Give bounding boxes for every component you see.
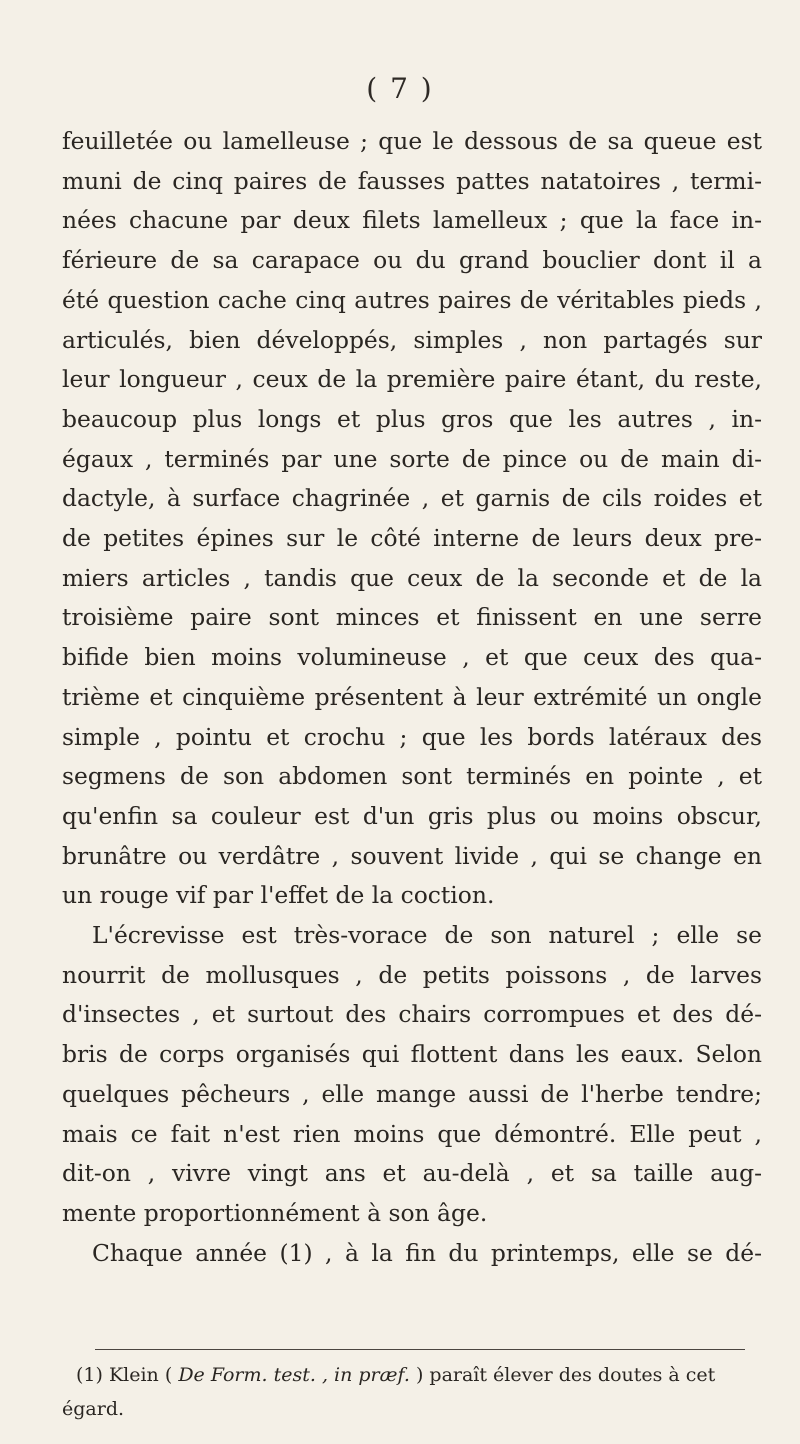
text-line: dit-on , vivre vingt ans et au-delà , et sa taille aug- — [62, 1159, 762, 1188]
text-line: bifide bien moins volumineuse , et que ceux des qua- — [62, 643, 762, 672]
text-line: trième et cinquième présentent à leur extrémité un ongle — [62, 682, 762, 711]
footnote-line — [62, 1358, 762, 1392]
text-line: été question cache cinq autres paires de véritables pieds , — [62, 285, 762, 314]
text-line: quelques pêcheurs , elle mange aussi de l'herbe tendre; — [62, 1079, 762, 1108]
text-line: bris de corps organisés qui flottent dans les eaux. Selon — [62, 1040, 762, 1069]
text-line: Chaque année (1) , à la fin du printemps, elle se dé- — [92, 1238, 762, 1267]
text-line: L'écrevisse est très-vorace de son naturel ; elle se — [92, 921, 762, 950]
text-line: dactyle, à surface chagrinée , et garnis de cils roides et — [62, 484, 762, 513]
footnote-citation-close: ) — [415, 1364, 424, 1386]
body-text — [62, 122, 762, 1273]
text-line: troisième paire sont minces et finissent en une serre — [62, 603, 762, 632]
text-line: mente proportionnément à son âge. — [62, 1198, 488, 1227]
text-line: de petites épines sur le côté interne de leurs deux pre- — [62, 524, 762, 553]
text-line: muni de cinq paires de fausses pattes natatoires , termi- — [62, 166, 762, 195]
text-line: leur longueur , ceux de la première paire étant, du reste, — [62, 365, 762, 394]
text-line: beaucoup plus longs et plus gros que les autres , in- — [62, 404, 762, 433]
text-line: miers articles , tandis que ceux de la seconde et de la — [62, 563, 762, 592]
page-number: ( 7 ) — [366, 72, 434, 105]
text-line: segmens de son abdomen sont terminés en pointe , et — [62, 762, 762, 791]
footnote-divider — [95, 1349, 745, 1350]
footnote-continuation: égard. — [62, 1398, 125, 1420]
text-line: un rouge vif par l'effet de la coction. — [62, 881, 495, 910]
footnote-citation-title: De Form. test. , in præf. — [178, 1364, 410, 1386]
text-line: nées chacune par deux filets lamelleux ; que la face in- — [62, 206, 762, 235]
text-line: feuilletée ou lamelleuse ; que le dessous de sa queue est — [62, 127, 762, 155]
footnote-marker: (1) — [76, 1364, 103, 1386]
text-line: égaux , terminés par une sorte de pince ou de main di- — [62, 444, 762, 473]
text-line: articulés, bien développés, simples , non partagés sur — [62, 325, 762, 354]
footnote — [62, 1358, 762, 1426]
text-line: brunâtre ou verdâtre , souvent livide , qui se change en — [62, 841, 762, 870]
text-line: simple , pointu et crochu ; que les bords latéraux des — [62, 722, 762, 751]
footnote-text: paraît élever des doutes à cet — [429, 1364, 716, 1386]
text-line: d'insectes , et surtout des chairs corrompues et des dé- — [62, 1000, 762, 1029]
text-line: mais ce fait n'est rien moins que démontré. Elle peut , — [62, 1119, 762, 1148]
text-line: férieure de sa carapace ou du grand bouclier dont il a — [62, 246, 762, 275]
text-line: qu'enfin sa couleur est d'un gris plus ou moins obscur, — [62, 801, 762, 830]
footnote-author: Klein — [108, 1364, 159, 1386]
footnote-citation-open: ( — [164, 1364, 173, 1386]
text-line: nourrit de mollusques , de petits poissons , de larves — [62, 960, 762, 989]
